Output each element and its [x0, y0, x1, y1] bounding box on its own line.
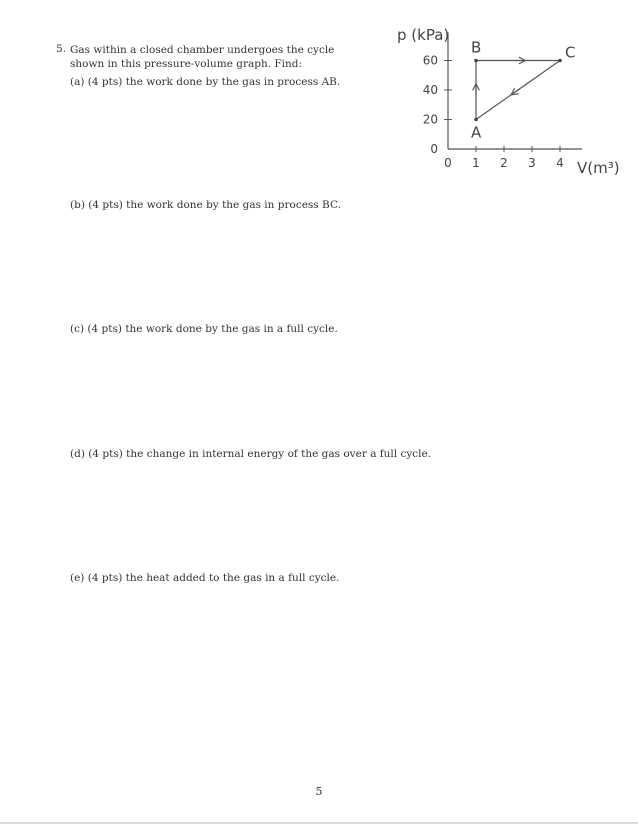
question-number: 5. — [56, 43, 67, 55]
y-axis-label: p (kPa) — [397, 26, 450, 44]
part-c-text: the work done by the gas in a full cycle. — [125, 323, 338, 335]
part-a-text: the work done by the gas in process AB. — [125, 76, 341, 88]
question-intro: Gas within a closed chamber undergoes the cycle shown in this pressure-volume graph. Find: — [70, 44, 335, 70]
part-c-points: (4 pts) — [87, 323, 122, 335]
state-label-A: A — [471, 123, 482, 142]
process-arrow-CA — [514, 88, 521, 93]
part-e-label: (e) — [70, 572, 85, 584]
state-point-C — [558, 59, 562, 63]
part-e-points: (4 pts) — [87, 572, 123, 584]
state-label-C: C — [565, 43, 576, 62]
part-c-label: (c) — [70, 323, 85, 335]
state-point-A — [474, 118, 478, 122]
graph-axes — [448, 33, 582, 150]
y-tick-label: 20 — [422, 112, 438, 127]
part-d-points: (4 pts) — [88, 448, 123, 460]
y-tick-label: 60 — [422, 53, 438, 68]
part-e-text: the heat added to the gas in a full cycle. — [125, 572, 340, 584]
x-tick-label: 1 — [472, 156, 480, 170]
bottom-scan-edge — [0, 822, 638, 824]
graph-ticks — [423, 54, 564, 171]
x-tick-label: 3 — [528, 156, 536, 170]
part-a-points: (4 pts) — [87, 76, 123, 88]
x-tick-label: 0 — [444, 156, 452, 170]
x-tick-label: 2 — [500, 156, 508, 170]
state-point-B — [474, 59, 478, 63]
x-axis-label: V(m³) — [577, 159, 620, 177]
part-b-text: the work done by the gas in process BC. — [126, 199, 341, 211]
state-label-B: B — [471, 38, 482, 57]
part-b-points: (4 pts) — [88, 199, 123, 211]
part-d-text: the change in internal energy of the gas over a full cycle. — [126, 448, 432, 460]
x-tick-label: 4 — [556, 156, 564, 170]
part-d-label: (d) — [70, 448, 85, 460]
part-b-label: (b) — [70, 199, 85, 211]
y-tick-label: 40 — [422, 83, 438, 97]
graph-processes — [476, 61, 560, 120]
page-number: 5 — [315, 785, 323, 798]
y-tick-label: 0 — [430, 142, 438, 156]
part-a-label: (a) — [70, 76, 85, 88]
